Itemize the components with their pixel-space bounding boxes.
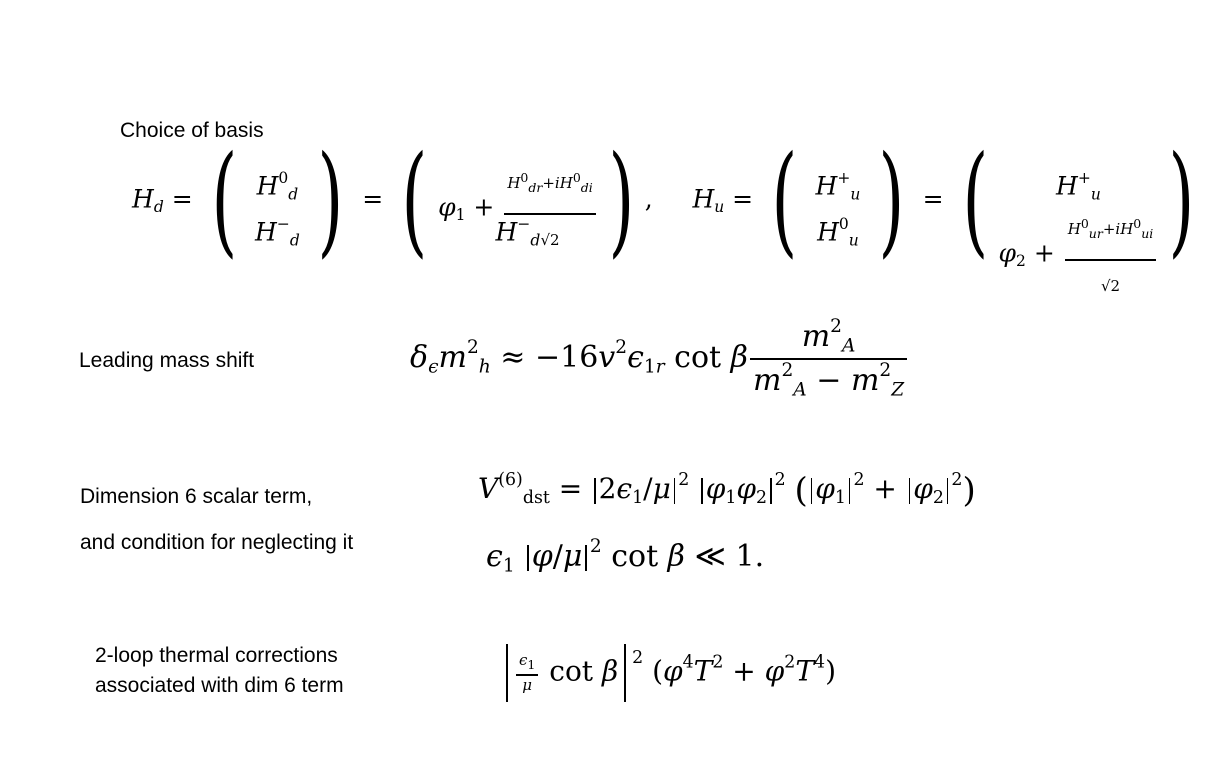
thermal-label-line1: 2-loop thermal corrections [95, 644, 338, 667]
mass-shift-equation: $\delta_\epsilon m^2_h \approx -16v^2\epsilon_{1r}$ cot β $\frac{m^2_A}{m^2_A - m^2_Z}$ [410, 318, 909, 400]
thermal-correction-equation: $\frac{\epsilon_1}{\mu}$ cot β $^2$ $(\varphi^4T^2 + \varphi^2T^4)$ [500, 644, 836, 702]
mass-shift-label: Leading mass shift [79, 349, 255, 372]
thermal-label-line2: associated with dim 6 term [95, 674, 344, 697]
basis-equation: $H_d$ = ( $H^0_d$ $H^-_d$ ) = ( $\varphi_1$ + $\frac{H^0_{dr}+iH^0_{di}}{√2}$ $H^-_d$ ) , $H_u$ = ( $H^+_u$ $H^0_u$ ) = ( $H^+_u$ $\varphi_2$ + $\frac{H^0_{ur}+iH^0_{ui}}{√2}$ ) [132, 131, 1195, 295]
dim6-condition-equation: $\epsilon_1$ φ/μ $^2$ cot β ≪ 1. [486, 536, 765, 577]
basis-label: Choice of basis [120, 119, 264, 142]
dim6-potential-equation: $V^{(6)}_{dst} = 2\epsilon_1/\mu$ $^2$ $\varphi_1\varphi_2^2$ ( $\varphi_1^2 + \varphi_2^2$) [478, 470, 976, 511]
dim6-label-line1: Dimension 6 scalar term, [80, 485, 313, 508]
dim6-label-line2: and condition for neglecting it [80, 531, 354, 554]
